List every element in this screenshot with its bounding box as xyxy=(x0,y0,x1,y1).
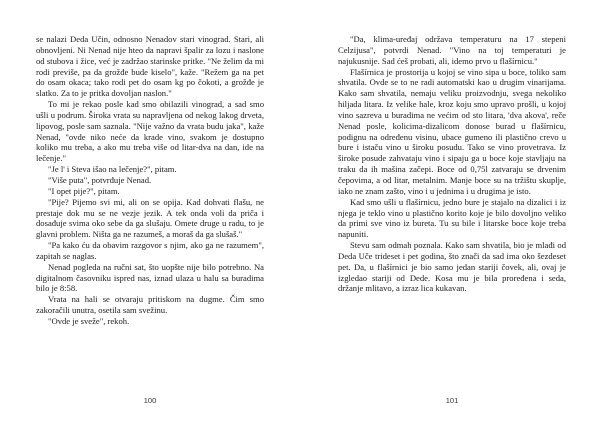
paragraph: Flašírnica je prostorija u kojoj se vino sipa u boce, toliko sam shvatila. Ovde se to ne radi automatski kao u drugim vinarijama. Kako sam shvatila, nemaju veliku proizvodnju, svega nekoliko hiljada litara. Iz velike hale, kroz koju smo upravo prošli, u kojoj vino sazreva u buradima ne većim od sto litara, 'dva akova', reče Nenad posle, kolicima-dizalicom donose burad u flašírnicu, podignu na određenu visinu, ubace gumeno ili plastično crevo u bure i istaču vino u široku posudu. Tako se vino provetrava. Iz široke posude zahvataju vino i sipaju ga u boce koje stavljaju na traku da ih mašina začepi. Boce od 0,75l zatvaraju se drvenim čepovima, a od litar, metalnim. Manje boce su na tržištu skuplje, iako ne znam zašto, vino i u jednima i u drugima je isto. xyxy=(338,66,566,196)
paragraph: "I opet pije?", pitam. xyxy=(48,185,120,196)
paragraph: "Da, klima-uređaj održava temperaturu na 17 stepeni Celzijusa", potvrdi Nenad. "Vino na toj temperaturi je najukusnije. Sad ćeš probati, ali, idemo prvo u flašírnicu." xyxy=(338,34,566,66)
paragraph: se nalazi Deda Učin, odnosno Nenadov stari vinograd. Stari, ali obnovljeni. Ni Nenad nije hteo da napravi špalir za lozu i naslone od stubova i žice, već je zadržao starinske pritke. "Ne želim da mi rodi previše, pa da grožđe bude kiselo", kaže. "Režem ga na pet do osam okaca; tako rodi pet do osam kg po čokoti, a grožđe je slatko. Za to je pritka dovoljan naslon." xyxy=(36,34,264,99)
paragraph: Vrata na hali se otvaraju pritiskom na dugme. Čim smo zakoračili unutra, osetila sam svežinu. xyxy=(36,294,264,316)
paragraph: "Više puta", potvrđuje Nenad. xyxy=(48,174,152,185)
right-page xyxy=(300,0,600,424)
paragraph: To mi je rekao posle kad smo obilazili vinograd, a sad smo ušli u podrum. Široka vrata su napravljena od nekog lakog drveta, lipovog, posle sam saznala. "Nije važno da vrata budu jaka", kaže Nenad, "ovde niko neće da krade vino, svakom je dostupno koliko mu treba, a ako mu treba više od litar-dva na dan, ide na lečenje." xyxy=(36,99,264,164)
paragraph: "Je l' i Steva išao na lečenje?", pitam. xyxy=(48,164,177,175)
paragraph: "Ovde je sveže", rekoh. xyxy=(48,315,130,326)
page-number: 100 xyxy=(143,396,157,405)
paragraph: "Pije? Pijemo svi mi, ali on se opija. Kad dohvati flašu, ne prestaje dok mu se ne vezje jezik. A tek onda voli da priča i dosađuje svima oko sebe da ga slušaju. Omete druge u radu, to je glavni problem. Ništa ga ne razumeš, a moraš da ga slušaš." xyxy=(36,196,264,240)
left-page-text xyxy=(36,34,264,327)
paragraph: Stevu sam odmah poznala. Kako sam shvatila, bio je mlađi od Deda Uče trideset i pet godina, što znači da sad ima oko šezdeset pet. Da, u flašírnici je bio samo jedan stariji čovek, ali, ovaj je izgledao stariji od Dede. Kosa mu je bila proređena i seda, držanje mlitavo, a izraz lica kukavan. xyxy=(338,240,566,294)
paragraph: Kad smo ušli u flašírnicu, jedno bure je stajalo na dizalici i iz njega je teklo vino u plastično korito koje je bilo dovoljno veliko da primi sve vino iz bureta. Tu su bile i litarske boce koje treba napuniti. xyxy=(338,196,566,240)
paragraph: "Pa kako ću da obavim razgovor s njim, ako ga ne razumem", zapitah se naglas. xyxy=(36,240,264,261)
paragraph: Nenad pogleda na ručni sat, što uopšte nije bilo potrebno. Na digitalnom časovniku ispred nas, iznad ulaza u halu sa buradima bilo je 8:58. xyxy=(36,261,264,294)
page-number: 101 xyxy=(445,396,459,405)
right-page-text xyxy=(338,34,566,294)
